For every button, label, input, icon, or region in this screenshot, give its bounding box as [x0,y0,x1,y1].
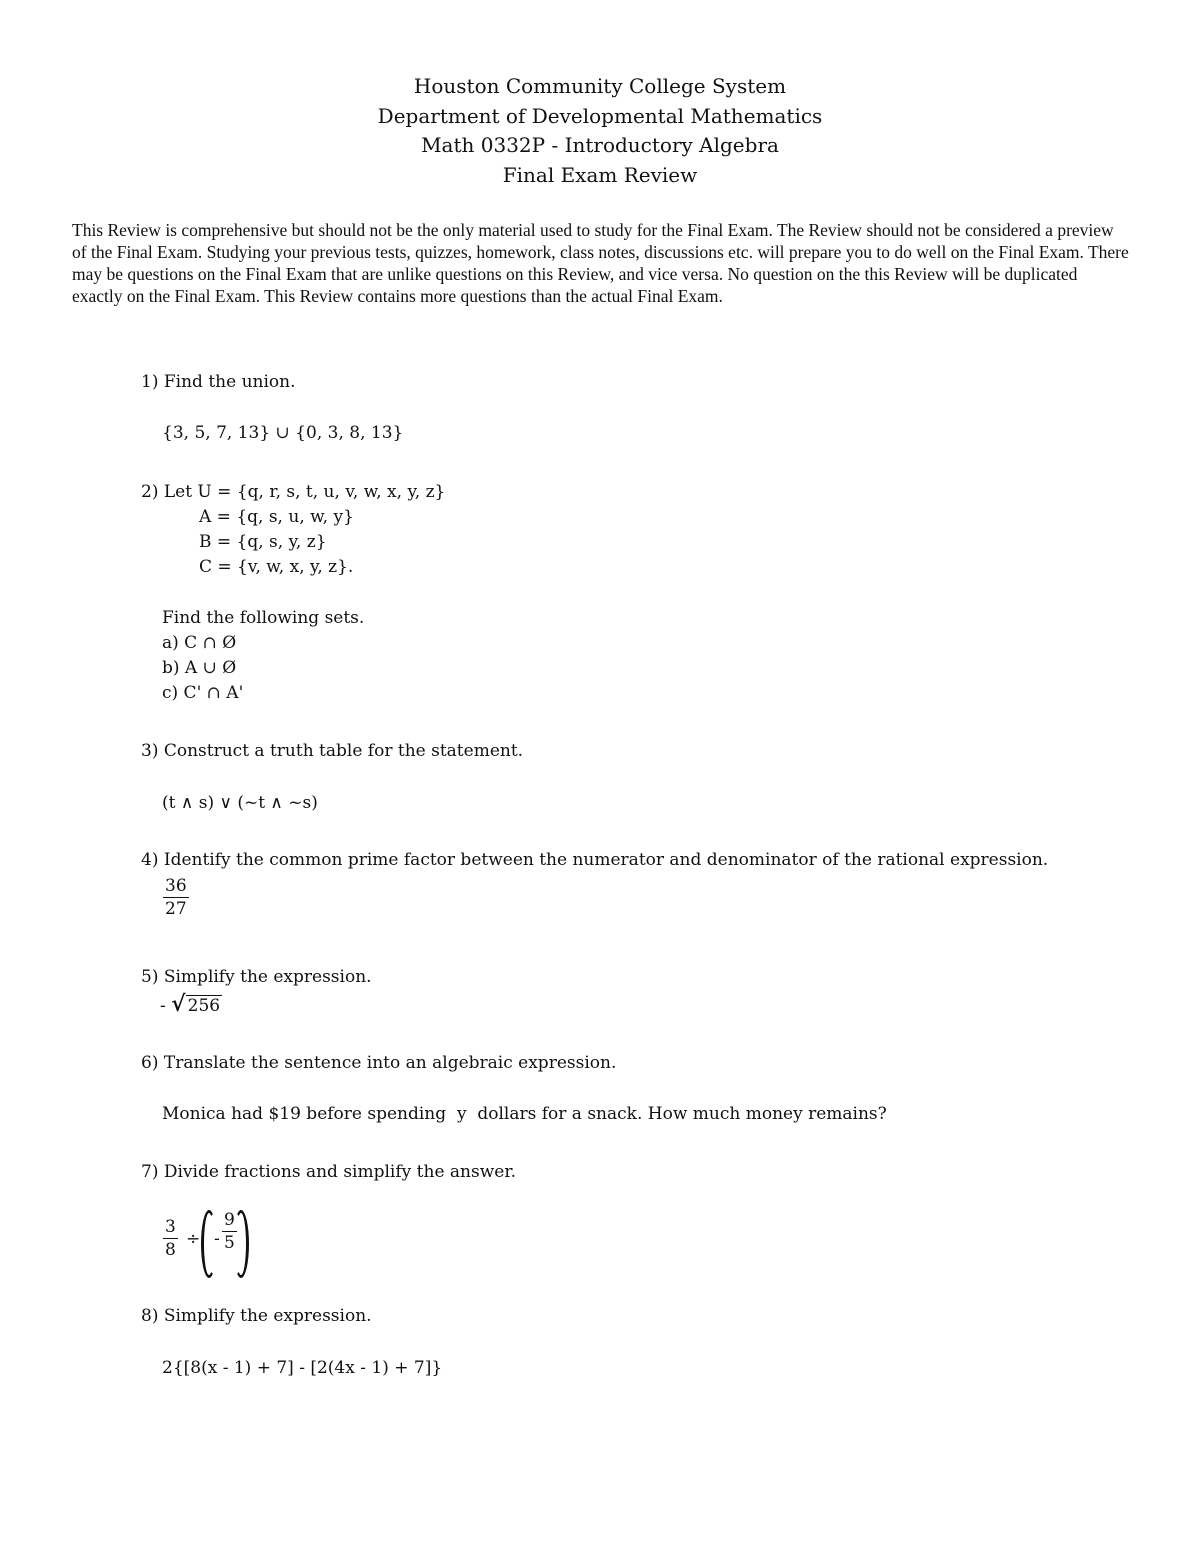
college-name: Houston Community College System [413,74,787,98]
question-6-prompt: 6) Translate the sentence into an algebraic expression. [141,1053,617,1073]
fraction-numerator: 9 [224,1210,235,1230]
department-name: Department of Developmental Mathematics [377,103,823,128]
question-2-part-b: b) A ∪ Ø [162,658,237,678]
negative-sign: - [160,996,166,1016]
question-3-expression: (t ∧ s) ∨ (~t ∧ ~s) [162,793,318,813]
negative-sign: - [214,1229,220,1249]
question-3-prompt: 3) Construct a truth table for the statement. [141,741,524,761]
document-header [0,72,1200,190]
question-6-sentence: Monica had $19 before spending y dollars for a snack. How much money remains? [162,1104,887,1124]
square-root-icon: √ [171,991,186,1017]
fraction [163,875,189,920]
question-4-fraction [163,874,189,920]
question-8-expression: 2{[8(x - 1) + 7] - [2(4x - 1) + 7]} [162,1358,443,1378]
question-2-part-a: a) C ∩ Ø [162,633,237,653]
question-7-prompt: 7) Divide fractions and simplify the answer. [141,1162,516,1182]
question-2-set-a: A = {q, s, u, w, y} [199,507,354,527]
question-7-expression [160,1208,260,1278]
right-parenthesis [233,1210,249,1278]
fraction-numerator: 3 [165,1217,176,1237]
intro-paragraph: This Review is comprehensive but should not be the only material used to study for the Final Exam. The Review should not be considered a preview of the Final Exam. Studying your previous tests, quizzes, homework, class notes, discussions etc. will prepare you to do well on the Final Exam. There may be questions on the Final Exam that are unlike questions on this Review, and vice versa. No question on the this Review will be duplicated exactly on the Final Exam. This Review contains more questions than the actual Final Exam. [72,220,1129,306]
fraction-denominator: 27 [165,899,187,919]
question-2-set-c: C = {v, w, x, y, z}. [199,557,354,577]
fraction-numerator: 36 [165,876,187,896]
document-title: Final Exam Review [502,162,698,187]
question-2-part-c: c) C' ∩ A' [162,683,244,703]
radicand: 256 [187,996,221,1016]
question-2-set-b: B = {q, s, y, z} [199,532,327,552]
fraction-three-eighths [163,1216,178,1261]
question-1-prompt: 1) Find the union. [141,372,296,392]
question-1-expression: {3, 5, 7, 13} ∪ {0, 3, 8, 13} [162,423,404,443]
fraction-denominator: 5 [224,1233,235,1253]
division-sign: ÷ [186,1229,201,1249]
course-title: Math 0332P - Introductory Algebra [421,133,779,157]
question-5-expression [160,992,222,1019]
question-5-prompt: 5) Simplify the expression. [141,967,372,987]
fraction-denominator: 8 [165,1240,176,1260]
question-2-universal-set: 2) Let U = {q, r, s, t, u, v, w, x, y, z} [141,482,446,502]
question-2-instruction: Find the following sets. [162,608,365,628]
question-4-prompt: 4) Identify the common prime factor between the numerator and denominator of the rational expression. [141,850,1049,870]
question-8-prompt: 8) Simplify the expression. [141,1306,372,1326]
